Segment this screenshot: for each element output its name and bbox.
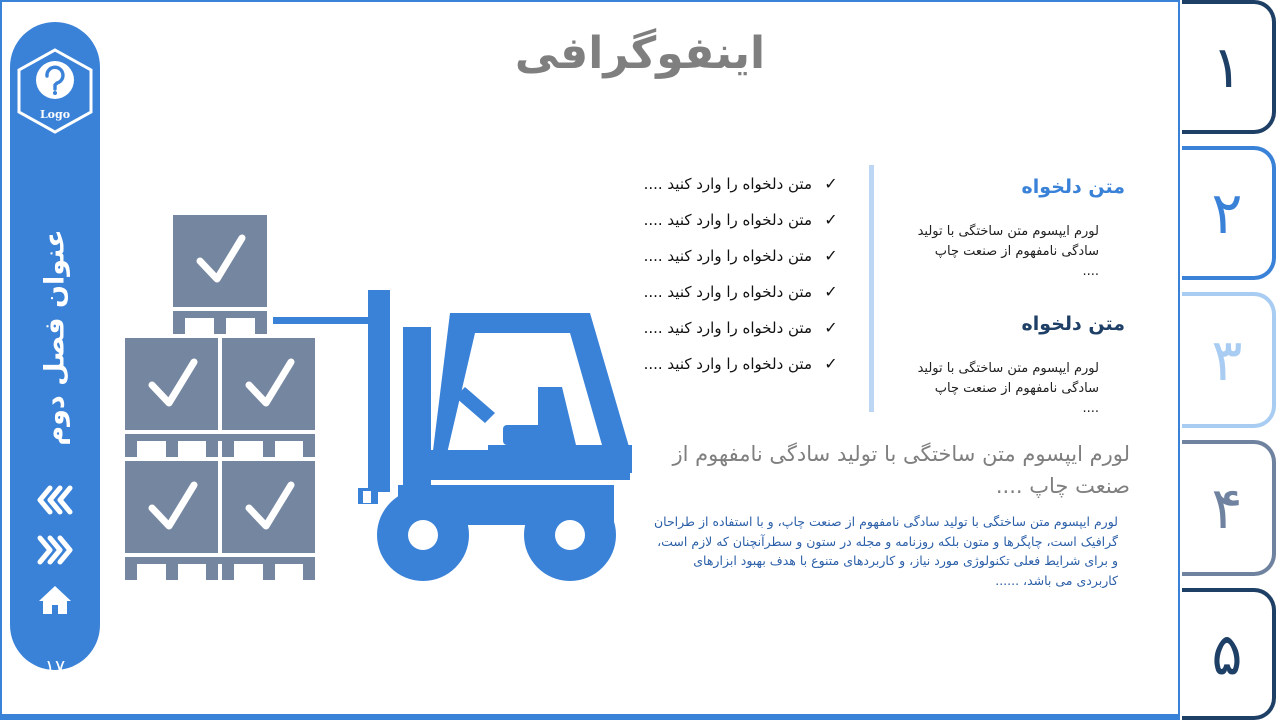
tab-label: ۴ bbox=[1211, 474, 1243, 542]
list-item bbox=[600, 350, 840, 386]
check-icon: ✓ bbox=[824, 174, 838, 193]
page-title: اینفوگرافی bbox=[514, 28, 766, 79]
subheading: لورم ایپسوم متن ساختگی با تولید سادگی نامفهوم از صنعت چاپ .... bbox=[672, 442, 1130, 498]
crate-mid-right bbox=[222, 338, 315, 430]
crate-top bbox=[173, 215, 267, 307]
chapter-title-text: عنوان فصل دوم bbox=[39, 228, 71, 446]
slide-frame-bottom bbox=[0, 716, 1180, 720]
check-icon: ✓ bbox=[824, 282, 838, 301]
tab-3[interactable] bbox=[1182, 292, 1276, 428]
pallet-top-board bbox=[173, 311, 267, 318]
home-icon[interactable] bbox=[36, 584, 74, 616]
text-block-heading: متن دلخواه bbox=[1021, 176, 1125, 198]
crate-bottom-right bbox=[222, 461, 315, 553]
sidebar bbox=[10, 22, 100, 678]
tab-label: ۳ bbox=[1211, 326, 1243, 394]
tab-label: ۲ bbox=[1211, 179, 1243, 247]
check-icon: ✓ bbox=[824, 318, 838, 337]
text-block-2 bbox=[915, 313, 1125, 419]
list-item bbox=[600, 170, 840, 206]
check-icon: ✓ bbox=[824, 246, 838, 265]
page-number: ۱۷ bbox=[44, 656, 66, 678]
list-item-text: متن دلخواه را وارد کنید .... bbox=[643, 355, 812, 373]
tab-2[interactable] bbox=[1182, 146, 1276, 280]
list-item bbox=[600, 278, 840, 314]
list-item-text: متن دلخواه را وارد کنید .... bbox=[643, 319, 812, 337]
chevron-right-icon[interactable] bbox=[36, 534, 74, 566]
text-block-body: لورم ایپسوم متن ساختگی با تولید سادگی نامفهوم از صنعت چاپ .... bbox=[917, 224, 1099, 279]
chapter-title bbox=[22, 222, 88, 452]
tab-1[interactable] bbox=[1182, 0, 1276, 134]
chevron-left-icon[interactable] bbox=[36, 484, 74, 516]
list-item bbox=[600, 206, 840, 242]
tab-4[interactable] bbox=[1182, 440, 1276, 576]
list-item-text: متن دلخواه را وارد کنید .... bbox=[643, 247, 812, 265]
paragraph: لورم ایپسوم متن ساختگی با تولید سادگی نامفهوم از صنعت چاپ، و با استفاده از طراحان گرافیک است، چاپگرها و متون بلکه روزنامه و مجله در ستون و سطرآنچنان که لازم است، و برای شرایط فعلی تکنولوژی مورد نیاز، و کاربردهای متنوع با هدف بهبود ابزارهای کاربردی می باشد، ...... bbox=[653, 514, 1118, 588]
checklist bbox=[600, 170, 840, 386]
crate-bottom-left bbox=[125, 461, 218, 553]
tab-5[interactable] bbox=[1182, 588, 1276, 720]
check-icon: ✓ bbox=[824, 354, 838, 373]
tab-label: ۱ bbox=[1211, 33, 1243, 101]
list-item-text: متن دلخواه را وارد کنید .... bbox=[643, 283, 812, 301]
list-item bbox=[600, 314, 840, 350]
list-item bbox=[600, 242, 840, 278]
crate-mid-left bbox=[125, 338, 218, 430]
list-item-text: متن دلخواه را وارد کنید .... bbox=[643, 211, 812, 229]
vertical-divider bbox=[869, 165, 874, 412]
tab-label: ۵ bbox=[1211, 620, 1243, 688]
logo-hex-icon[interactable] bbox=[16, 48, 94, 134]
text-block-1 bbox=[915, 176, 1125, 282]
check-icon: ✓ bbox=[824, 210, 838, 229]
logo-text: Logo bbox=[39, 108, 71, 121]
list-item-text: متن دلخواه را وارد کنید .... bbox=[643, 175, 812, 193]
forklift-illustration bbox=[120, 205, 632, 590]
text-block-body: لورم ایپسوم متن ساختگی با تولید سادگی نامفهوم از صنعت چاپ .... bbox=[917, 361, 1099, 416]
text-block-heading: متن دلخواه bbox=[1021, 313, 1125, 335]
